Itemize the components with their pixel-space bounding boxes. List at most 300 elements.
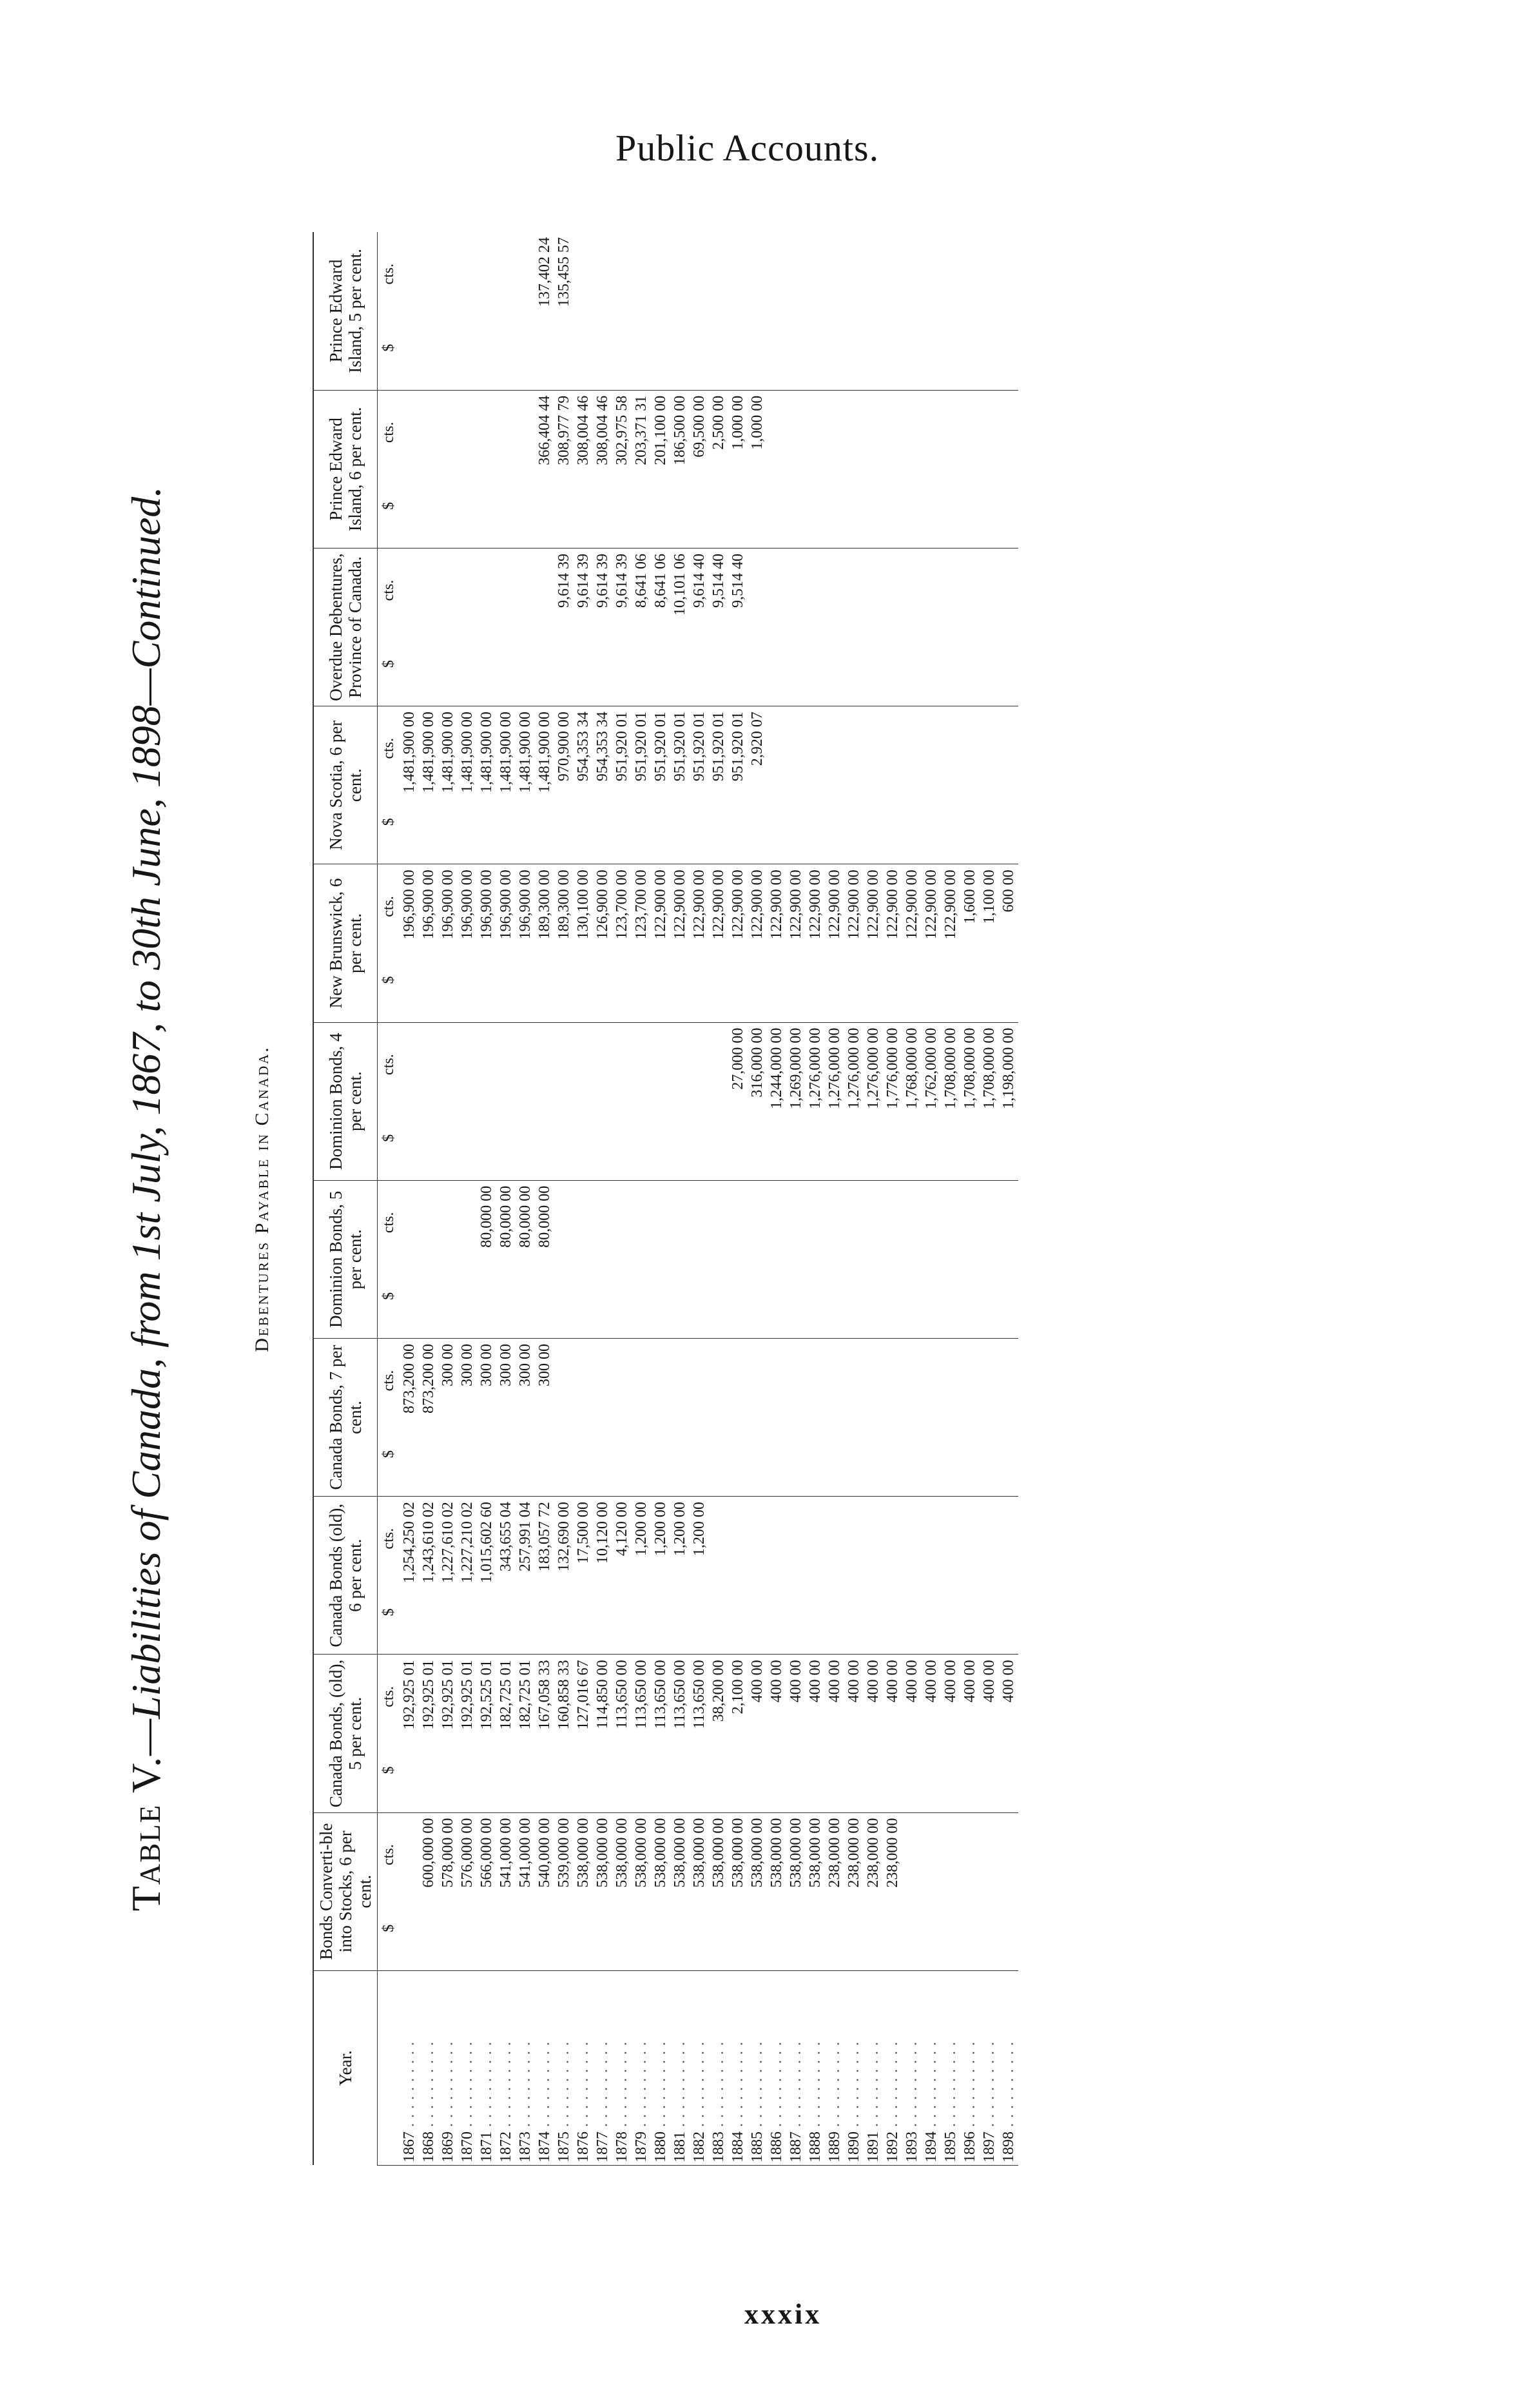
value-cell: 400 00	[786, 1655, 806, 1812]
value-cell: 122,900 00	[651, 864, 670, 1022]
year-cell	[709, 1970, 728, 2165]
value-cell	[400, 548, 419, 706]
year-label: 1880	[652, 2131, 669, 2162]
value-cell	[438, 548, 458, 706]
value-cell: 113,650 00	[651, 1655, 670, 1812]
value-cell: 238,000 00	[883, 1812, 902, 1970]
value-cell	[612, 1022, 632, 1180]
value-cell	[690, 232, 709, 390]
year-cell	[922, 1970, 941, 2165]
value-cell: 400 00	[922, 1655, 941, 1812]
column-header: Canada Bonds, (old), 5 per cent.	[313, 1655, 378, 1812]
year-cell	[438, 1970, 458, 2165]
unit-dollar: $	[380, 1608, 397, 1617]
table-row	[690, 232, 709, 2166]
value-cell: 186,500 00	[670, 390, 690, 548]
leader-dots: . . . . . . . . . .	[942, 2041, 959, 2131]
value-cell	[941, 706, 960, 864]
table-row	[651, 232, 670, 2166]
value-cell: 80,000 00	[535, 1180, 554, 1338]
value-cell: 135,455 57	[554, 232, 574, 390]
leader-dots: . . . . . . . . . .	[458, 2041, 476, 2131]
unit-dollar: $	[380, 1924, 397, 1932]
value-cell: 9,514 40	[709, 548, 728, 706]
value-cell: 343,655 04	[496, 1497, 516, 1655]
unit-cell	[378, 1655, 400, 1812]
value-cell	[496, 1022, 516, 1180]
unit-dollar: $	[380, 1292, 397, 1300]
table-row	[477, 232, 496, 2166]
unit-cents: cts.	[380, 737, 397, 759]
value-cell	[960, 1180, 980, 1338]
value-cell	[960, 1338, 980, 1496]
table-row	[844, 232, 864, 2166]
value-cell: 8,641 06	[651, 548, 670, 706]
value-cell: 400 00	[941, 1655, 960, 1812]
value-cell	[922, 1180, 941, 1338]
value-cell	[477, 390, 496, 548]
column-header: Bonds Converti-ble into Stocks, 6 per cent.	[313, 1812, 378, 1970]
value-cell	[574, 232, 593, 390]
value-cell: 873,200 00	[400, 1338, 419, 1496]
value-cell: 316,000 00	[748, 1022, 767, 1180]
value-cell	[960, 390, 980, 548]
value-cell	[767, 232, 786, 390]
value-cell	[438, 1022, 458, 1180]
value-cell	[728, 1338, 748, 1496]
value-cell	[593, 1180, 612, 1338]
year-cell	[400, 1970, 419, 2165]
value-cell	[941, 232, 960, 390]
value-cell: 1,244,000 00	[767, 1022, 786, 1180]
value-cell: 2,920 07	[748, 706, 767, 864]
value-cell: 1,762,000 00	[922, 1022, 941, 1180]
value-cell	[593, 232, 612, 390]
value-cell	[844, 1180, 864, 1338]
value-cell	[922, 1497, 941, 1655]
value-cell: 130,100 00	[574, 864, 593, 1022]
table-row	[767, 232, 786, 2166]
year-label: 1876	[574, 2131, 592, 2162]
unit-cents: cts.	[380, 1844, 397, 1865]
value-cell	[883, 1497, 902, 1655]
table-row	[786, 232, 806, 2166]
value-cell	[825, 706, 844, 864]
table-title	[122, 232, 170, 2166]
value-cell: 17,500 00	[574, 1497, 593, 1655]
unit-cents: cts.	[380, 1370, 397, 1392]
value-cell: 122,900 00	[941, 864, 960, 1022]
unit-cents: cts.	[380, 1686, 397, 1707]
table-row	[670, 232, 690, 2166]
value-cell: 1,227,610 02	[438, 1497, 458, 1655]
table-row	[864, 232, 883, 2166]
value-cell	[554, 1180, 574, 1338]
liabilities-table	[313, 232, 1018, 2166]
unit-cents: cts.	[380, 263, 397, 285]
year-cell	[825, 1970, 844, 2165]
unit-cell	[378, 1180, 400, 1338]
leader-dots: . . . . . . . . . .	[439, 2041, 456, 2131]
value-cell: 10,101 06	[670, 548, 690, 706]
value-cell	[960, 706, 980, 864]
value-cell: 951,920 01	[709, 706, 728, 864]
year-label: 1886	[768, 2131, 785, 2162]
year-cell	[651, 1970, 670, 2165]
value-cell: 2,500 00	[709, 390, 728, 548]
value-cell: 400 00	[748, 1655, 767, 1812]
value-cell: 400 00	[767, 1655, 786, 1812]
value-cell: 27,000 00	[728, 1022, 748, 1180]
value-cell	[400, 1180, 419, 1338]
year-cell	[670, 1970, 690, 2165]
value-cell: 970,900 00	[554, 706, 574, 864]
units-row	[378, 232, 400, 2166]
column-header: Prince Edward Island, 5 per cent.	[313, 232, 378, 390]
year-label: 1877	[594, 2131, 611, 2162]
value-cell: 160,858 33	[554, 1655, 574, 1812]
value-cell: 1,015,602 60	[477, 1497, 496, 1655]
value-cell	[844, 390, 864, 548]
value-cell	[728, 1180, 748, 1338]
value-cell: 300 00	[535, 1338, 554, 1496]
unit-dollar: $	[380, 1450, 397, 1459]
value-cell	[825, 1497, 844, 1655]
value-cell	[883, 390, 902, 548]
value-cell	[844, 1338, 864, 1496]
value-cell: 1,481,900 00	[516, 706, 535, 864]
year-label: 1883	[710, 2131, 727, 2162]
value-cell: 9,514 40	[728, 548, 748, 706]
value-cell	[922, 390, 941, 548]
leader-dots: . . . . . . . . . .	[594, 2041, 611, 2131]
value-cell: 538,000 00	[651, 1812, 670, 1970]
value-cell: 1,481,900 00	[458, 706, 477, 864]
unit-dollar: $	[380, 501, 397, 510]
value-cell: 122,900 00	[786, 864, 806, 1022]
value-cell: 1,269,000 00	[786, 1022, 806, 1180]
unit-cents: cts.	[380, 1054, 397, 1075]
value-cell	[458, 390, 477, 548]
value-cell: 80,000 00	[516, 1180, 535, 1338]
value-cell: 951,920 01	[690, 706, 709, 864]
table-row	[941, 232, 960, 2166]
value-cell	[825, 1338, 844, 1496]
running-head: Public Accounts.	[615, 127, 880, 169]
year-cell	[864, 1970, 883, 2165]
value-cell	[844, 706, 864, 864]
value-cell	[883, 1338, 902, 1496]
value-cell	[786, 1497, 806, 1655]
value-cell	[786, 1338, 806, 1496]
column-header-row	[313, 232, 378, 2166]
value-cell: 182,725 01	[516, 1655, 535, 1812]
value-cell: 300 00	[438, 1338, 458, 1496]
value-cell: 192,925 01	[438, 1655, 458, 1812]
value-cell: 238,000 00	[864, 1812, 883, 1970]
value-cell: 540,000 00	[535, 1812, 554, 1970]
unit-cell	[378, 1022, 400, 1180]
value-cell: 122,900 00	[690, 864, 709, 1022]
value-cell: 113,650 00	[670, 1655, 690, 1812]
value-cell: 9,614 40	[690, 548, 709, 706]
value-cell	[806, 548, 825, 706]
value-cell: 1,254,250 02	[400, 1497, 419, 1655]
table-row	[574, 232, 593, 2166]
value-cell	[438, 390, 458, 548]
value-cell	[748, 232, 767, 390]
value-cell: 1,227,210 02	[458, 1497, 477, 1655]
table-row	[960, 232, 980, 2166]
leader-dots: . . . . . . . . . .	[787, 2041, 804, 2131]
value-cell: 400 00	[980, 1655, 999, 1812]
rotated-table-block	[122, 232, 1334, 2166]
value-cell	[593, 1022, 612, 1180]
value-cell	[941, 548, 960, 706]
table-row	[709, 232, 728, 2166]
value-cell: 308,977 79	[554, 390, 574, 548]
unit-cell	[378, 706, 400, 864]
value-cell	[477, 1022, 496, 1180]
year-label: 1891	[864, 2131, 882, 2162]
table-row	[593, 232, 612, 2166]
unit-dollar: $	[380, 660, 397, 668]
value-cell: 183,057 72	[535, 1497, 554, 1655]
year-cell	[844, 1970, 864, 2165]
value-cell	[535, 1022, 554, 1180]
value-cell: 600,000 00	[419, 1812, 438, 1970]
year-cell	[980, 1970, 999, 2165]
year-cell	[902, 1970, 922, 2165]
value-cell: 137,402 24	[535, 232, 554, 390]
value-cell	[902, 1338, 922, 1496]
unit-cents: cts.	[380, 579, 397, 601]
value-cell: 1,600 00	[960, 864, 980, 1022]
unit-cell	[378, 390, 400, 548]
value-cell	[980, 1497, 999, 1655]
year-label: 1892	[884, 2131, 901, 2162]
value-cell: 578,000 00	[438, 1812, 458, 1970]
value-cell: 308,004 46	[593, 390, 612, 548]
value-cell: 192,925 01	[458, 1655, 477, 1812]
value-cell: 400 00	[883, 1655, 902, 1812]
value-cell	[864, 1338, 883, 1496]
year-cell	[806, 1970, 825, 2165]
value-cell	[902, 706, 922, 864]
value-cell: 539,000 00	[554, 1812, 574, 1970]
value-cell: 122,900 00	[709, 864, 728, 1022]
value-cell: 38,200 00	[709, 1655, 728, 1812]
value-cell: 1,198,000 00	[999, 1022, 1018, 1180]
value-cell	[922, 232, 941, 390]
value-cell	[902, 1812, 922, 1970]
value-cell	[670, 1022, 690, 1180]
value-cell	[960, 1497, 980, 1655]
value-cell: 1,481,900 00	[438, 706, 458, 864]
year-label: 1889	[826, 2131, 843, 2162]
page-number: xxxix	[744, 2298, 822, 2330]
value-cell: 192,925 01	[419, 1655, 438, 1812]
value-cell	[690, 1338, 709, 1496]
column-header: Dominion Bonds, 4 per cent.	[313, 1022, 378, 1180]
value-cell: 1,000 00	[728, 390, 748, 548]
value-cell	[767, 390, 786, 548]
value-cell	[864, 1180, 883, 1338]
value-cell: 9,614 39	[574, 548, 593, 706]
table-subtitle: Debentures Payable in Canada.	[251, 1045, 273, 1352]
value-cell	[922, 1812, 941, 1970]
value-cell: 122,900 00	[767, 864, 786, 1022]
value-cell	[574, 1180, 593, 1338]
value-cell: 196,900 00	[496, 864, 516, 1022]
value-cell: 538,000 00	[593, 1812, 612, 1970]
year-cell	[574, 1970, 593, 2165]
year-label: 1897	[980, 2131, 998, 2162]
table-row	[438, 232, 458, 2166]
value-cell	[496, 390, 516, 548]
value-cell: 1,481,900 00	[496, 706, 516, 864]
value-cell: 873,200 00	[419, 1338, 438, 1496]
year-label: 1869	[439, 2131, 456, 2162]
value-cell	[941, 1338, 960, 1496]
leader-dots: . . . . . . . . . .	[729, 2041, 746, 2131]
value-cell	[496, 548, 516, 706]
value-cell	[651, 1338, 670, 1496]
value-cell: 123,700 00	[612, 864, 632, 1022]
value-cell: 951,920 01	[728, 706, 748, 864]
table-row	[748, 232, 767, 2166]
leader-dots: . . . . . . . . . .	[613, 2041, 630, 2131]
unit-cents: cts.	[380, 1212, 397, 1234]
year-cell	[748, 1970, 767, 2165]
leader-dots: . . . . . . . . . .	[516, 2041, 534, 2131]
table-row	[612, 232, 632, 2166]
table-row	[554, 232, 574, 2166]
leader-dots: . . . . . . . . . .	[478, 2041, 495, 2131]
value-cell	[419, 1180, 438, 1338]
year-cell	[477, 1970, 496, 2165]
unit-dollar: $	[380, 976, 397, 984]
year-cell	[690, 1970, 709, 2165]
year-label: 1893	[903, 2131, 920, 2162]
value-cell: 1,776,000 00	[883, 1022, 902, 1180]
value-cell: 122,900 00	[902, 864, 922, 1022]
value-cell	[593, 1338, 612, 1496]
table-row	[419, 232, 438, 2166]
value-cell: 538,000 00	[748, 1812, 767, 1970]
value-cell	[999, 1497, 1018, 1655]
unit-cents: cts.	[380, 1528, 397, 1549]
value-cell: 113,650 00	[632, 1655, 651, 1812]
leader-dots: . . . . . . . . . .	[864, 2041, 882, 2131]
value-cell: 1,276,000 00	[825, 1022, 844, 1180]
value-cell	[419, 390, 438, 548]
value-cell	[825, 548, 844, 706]
value-cell	[554, 1022, 574, 1180]
value-cell	[864, 390, 883, 548]
leader-dots: . . . . . . . . . .	[826, 2041, 843, 2131]
leader-dots: . . . . . . . . . .	[400, 2041, 418, 2131]
value-cell	[999, 232, 1018, 390]
value-cell	[999, 390, 1018, 548]
value-cell	[670, 1180, 690, 1338]
value-cell: 1,200 00	[690, 1497, 709, 1655]
value-cell	[709, 1338, 728, 1496]
value-cell: 122,900 00	[844, 864, 864, 1022]
value-cell	[806, 390, 825, 548]
value-cell	[980, 232, 999, 390]
year-cell	[458, 1970, 477, 2165]
value-cell	[690, 1180, 709, 1338]
value-cell	[825, 390, 844, 548]
value-cell: 1,708,000 00	[980, 1022, 999, 1180]
table-row	[728, 232, 748, 2166]
unit-dollar: $	[380, 344, 397, 352]
table-row	[806, 232, 825, 2166]
value-cell: 9,614 39	[554, 548, 574, 706]
value-cell	[902, 548, 922, 706]
value-cell	[999, 1812, 1018, 1970]
table-row	[825, 232, 844, 2166]
value-cell	[999, 706, 1018, 864]
leader-dots: . . . . . . . . . .	[574, 2041, 592, 2131]
value-cell	[806, 1338, 825, 1496]
value-cell: 2,100 00	[728, 1655, 748, 1812]
leader-dots: . . . . . . . . . .	[632, 2041, 650, 2131]
value-cell	[612, 1338, 632, 1496]
value-cell	[670, 1338, 690, 1496]
value-cell: 1,200 00	[670, 1497, 690, 1655]
value-cell: 366,404 44	[535, 390, 554, 548]
year-cell	[960, 1970, 980, 2165]
value-cell	[632, 1180, 651, 1338]
value-cell: 80,000 00	[477, 1180, 496, 1338]
value-cell	[960, 1812, 980, 1970]
value-cell: 10,120 00	[593, 1497, 612, 1655]
leader-dots: . . . . . . . . . .	[922, 2041, 940, 2131]
unit-dollar: $	[380, 818, 397, 826]
value-cell	[632, 1022, 651, 1180]
value-cell: 1,768,000 00	[902, 1022, 922, 1180]
year-cell	[554, 1970, 574, 2165]
value-cell: 1,708,000 00	[941, 1022, 960, 1180]
value-cell	[438, 1180, 458, 1338]
value-cell	[400, 232, 419, 390]
value-cell: 196,900 00	[438, 864, 458, 1022]
value-cell: 954,353 34	[593, 706, 612, 864]
leader-dots: . . . . . . . . . .	[980, 2041, 998, 2131]
value-cell	[651, 232, 670, 390]
value-cell: 400 00	[902, 1655, 922, 1812]
value-cell: 9,614 39	[612, 548, 632, 706]
value-cell	[864, 706, 883, 864]
value-cell: 123,700 00	[632, 864, 651, 1022]
value-cell: 167,058 33	[535, 1655, 554, 1812]
value-cell	[632, 232, 651, 390]
year-cell	[786, 1970, 806, 2165]
value-cell	[806, 1180, 825, 1338]
unit-cell	[378, 232, 400, 390]
value-cell: 954,353 34	[574, 706, 593, 864]
year-label: 1879	[632, 2131, 650, 2162]
value-cell	[980, 1812, 999, 1970]
year-cell	[632, 1970, 651, 2165]
value-cell	[786, 1180, 806, 1338]
value-cell: 400 00	[960, 1655, 980, 1812]
value-cell	[400, 390, 419, 548]
year-label: 1867	[400, 2131, 418, 2162]
value-cell: 538,000 00	[806, 1812, 825, 1970]
